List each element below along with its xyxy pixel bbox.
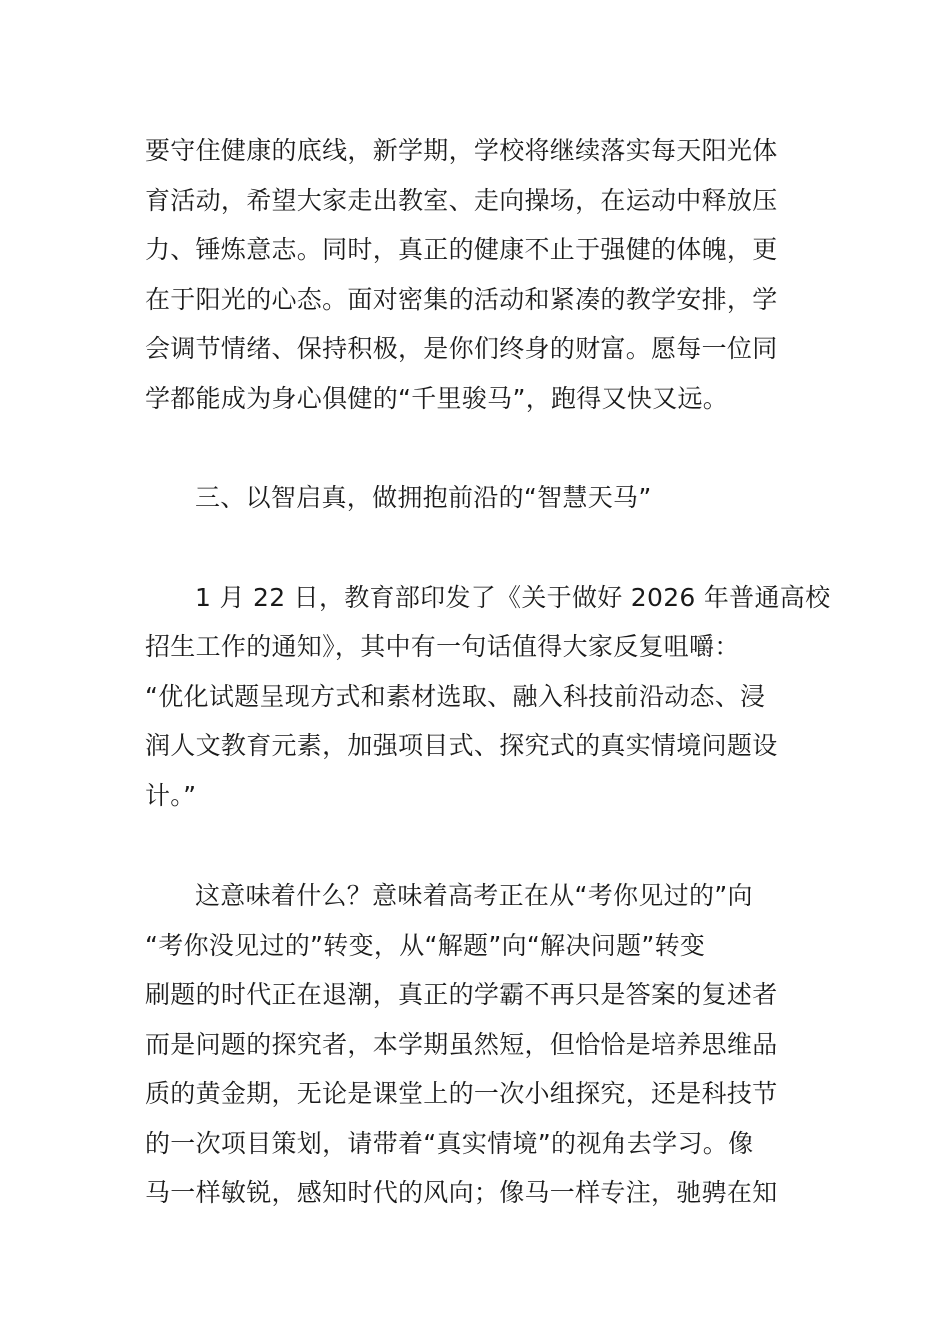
paragraph-2-line-3: “优化试题呈现方式和素材选取、融入科技前沿动态、浸 — [145, 682, 766, 711]
paragraph-3-line-2: “考你没见过的”转变，从“解题”向“解决问题”转变 — [145, 931, 706, 960]
paragraph-1-line-2: 育活动，希望大家走出教室、走向操场，在运动中释放压 — [145, 186, 778, 215]
paragraph-1-line-4: 在于阳光的心态。面对密集的活动和紧凑的教学安排，学 — [145, 285, 778, 314]
paragraph-3-line-6: 的一次项目策划，请带着“真实情境”的视角去学习。像 — [145, 1129, 754, 1158]
paragraph-1-line-5: 会调节情绪、保持积极，是你们终身的财富。愿每一位同 — [145, 334, 778, 363]
paragraph-1-line-6: 学都能成为身心俱健的“千里骏马”，跑得又快又远。 — [145, 384, 729, 413]
paragraph-2-line-2: 招生工作的通知》，其中有一句话值得大家反复咀嚼： — [145, 632, 740, 661]
paragraph-1-line-1: 要守住健康的底线，新学期，学校将继续落实每天阳光体 — [145, 136, 778, 165]
paragraph-1-line-3: 力、锤炼意志。同时，真正的健康不止于强健的体魄，更 — [145, 235, 778, 264]
paragraph-3-line-7: 马一样敏锐，感知时代的风向；像马一样专注，驰骋在知 — [145, 1178, 778, 1207]
paragraph-2-line-5: 计。” — [145, 781, 197, 810]
paragraph-3-line-4: 而是问题的探究者，本学期虽然短，但恰恰是培养思维品 — [145, 1030, 778, 1059]
section-heading: 三、以智启真，做拥抱前沿的“智慧天马” — [195, 483, 652, 512]
paragraph-2-line-4: 润人文教育元素，加强项目式、探究式的真实情境问题设 — [145, 731, 778, 760]
paragraph-3-line-5: 质的黄金期，无论是课堂上的一次小组探究，还是科技节 — [145, 1079, 778, 1108]
paragraph-3-line-3: 刷题的时代正在退潮，真正的学霸不再只是答案的复述者 — [145, 980, 778, 1009]
paragraph-3-line-1: 这意味着什么？意味着高考正在从“考你见过的”向 — [195, 881, 753, 910]
paragraph-2-line-1: 1 月 22 日，教育部印发了《关于做好 2026 年普通高校 — [195, 583, 831, 612]
